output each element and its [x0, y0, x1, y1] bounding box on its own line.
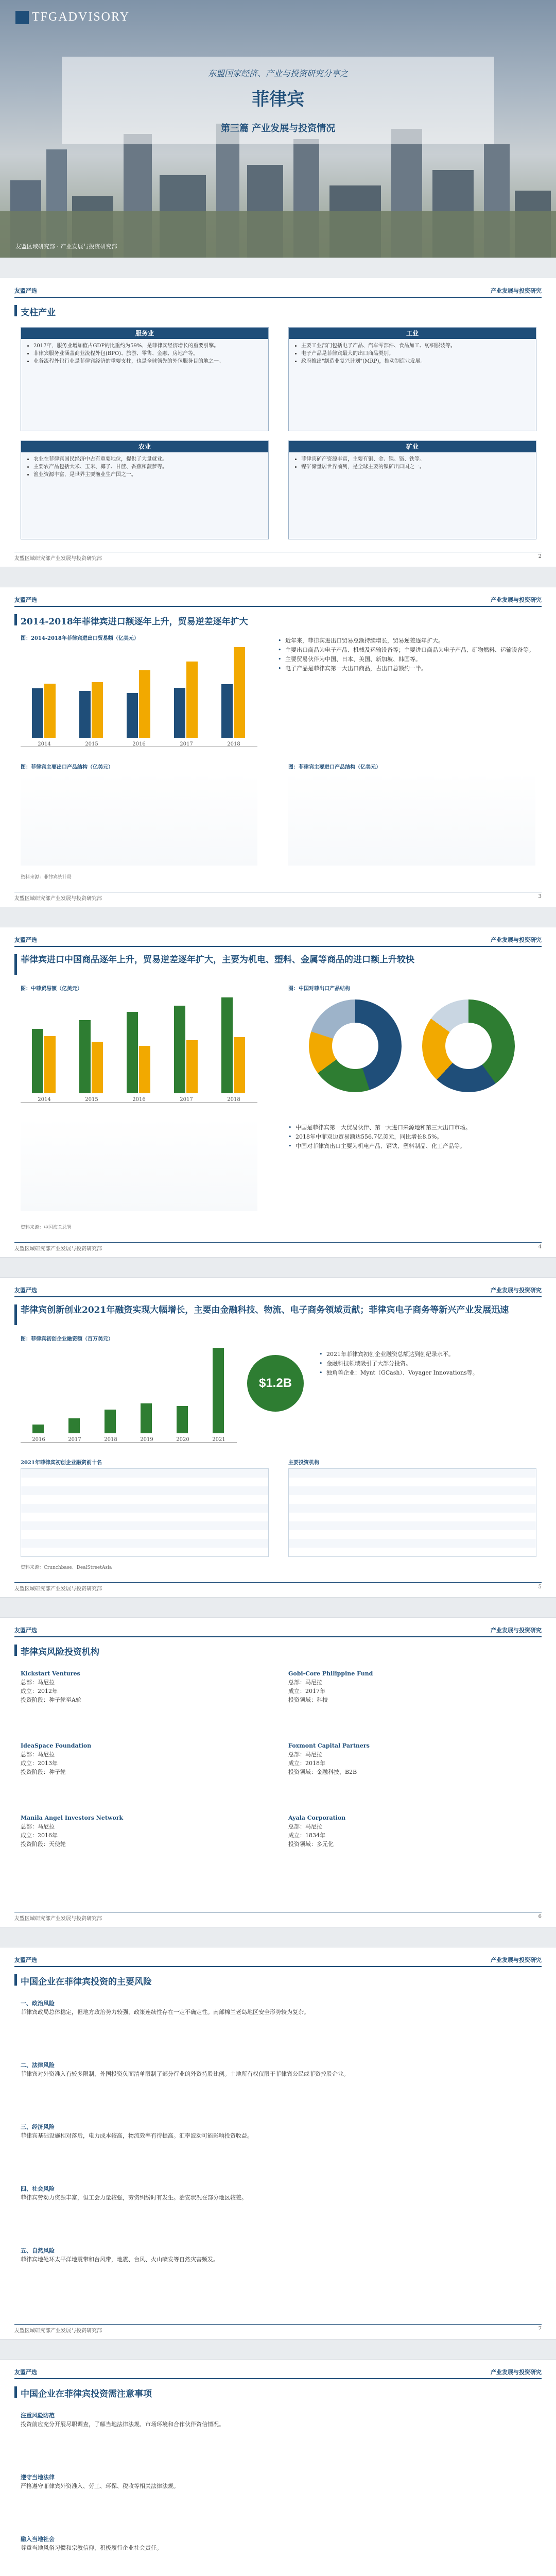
bar-2019-0 — [141, 1403, 152, 1433]
bar-2018-0 — [221, 997, 233, 1093]
bar-2014-0 — [32, 1029, 43, 1093]
bar-2016-0 — [127, 693, 138, 738]
cover-subtitle: 第三篇 产业发展与投资情况 — [220, 123, 336, 134]
page-footer: 友盟区域研究部产业发展与投资研究部 5 — [14, 1582, 542, 1592]
page-header: 友盟严选 产业发展与投资研究 — [14, 935, 542, 947]
tick-label: 2016 — [132, 1097, 146, 1103]
bar-2017-0 — [174, 688, 185, 738]
tick-label: 2017 — [180, 1097, 193, 1103]
bar-2016-1 — [139, 670, 150, 738]
source-note: 资料来源：Crunchbase、DealStreetAsia — [21, 1565, 112, 1570]
note-item: 遵守当地法律 严格遵守菲律宾外资准入、劳工、环保、税收等相关法律法规。 — [21, 2474, 179, 2489]
section-title: 支柱产业 — [21, 308, 56, 318]
chart-caption: 图：中国对菲出口产品结构 — [288, 986, 350, 992]
tick-label: 2018 — [227, 741, 240, 747]
funding-table — [21, 1468, 269, 1557]
bar-2020-0 — [177, 1406, 188, 1433]
chart-caption: 图：菲律宾初创企业融资额（百万美元） — [21, 1336, 113, 1342]
donut-chart — [422, 999, 515, 1092]
tick-label: 2014 — [38, 741, 51, 747]
startup-points: • 2021年菲律宾初创企业融资总额达到创纪录水平。 • 金融科技领域吸引了大部分投资。 • 独角兽企业：Mynt（GCash）、Voyager Innovations等。 — [319, 1350, 535, 1378]
chart-china-trade — [21, 994, 257, 1103]
tick-label: 2016 — [32, 1437, 45, 1443]
bar-2014-1 — [44, 1036, 56, 1093]
page-header: 友盟严选 产业发展与投资研究 — [14, 1955, 542, 1967]
risk-item: 三、经济风险 菲律宾基础设施相对落后，电力成本较高，物流效率有待提高。汇率波动可能影响投资收益。 — [21, 2124, 253, 2139]
bar-2018-0 — [105, 1410, 116, 1433]
tick-label: 2016 — [132, 741, 146, 747]
note-item: 融入当地社会 尊重当地风俗习惯和宗教信仰，积极履行企业社会责任。 — [21, 2536, 162, 2551]
bar-2021-0 — [213, 1348, 224, 1433]
chart-export-structure — [21, 773, 257, 866]
tick-label: 2019 — [140, 1437, 153, 1443]
cover-title: 菲律宾 — [252, 89, 304, 110]
bar-2014-1 — [44, 684, 56, 738]
page-china-trade — [0, 927, 556, 1257]
investor-table — [288, 1468, 536, 1557]
vc-group: Manila Angel Investors Network 总部：马尼拉 成立：2016年 投资阶段：天使轮 — [21, 1815, 124, 1848]
bar-2017-0 — [174, 1006, 185, 1093]
page-header: 友盟严选 产业发展与投资研究 — [14, 1625, 542, 1637]
bar-2014-0 — [32, 688, 43, 738]
bar-2015-1 — [92, 1042, 103, 1093]
section-title: 2014-2018年菲律宾进口额逐年上升，贸易逆差逐年扩大 — [21, 617, 248, 627]
box-industry: 工业 • 主要工业部门包括电子产品、汽车零部件、食品加工、纺织服装等。 • 电子产品是菲律宾最大的出口商品类别。 • 政府推出"制造业复兴计划"(MRP)，推动制造业发展。 — [288, 327, 536, 431]
risk-item: 二、法律风险 菲律宾对外资准入有较多限制，外国投资负面清单限制了部分行业的外资持股比例。土地所有权仅限于菲律宾公民或菲资控股企业。 — [21, 2062, 349, 2077]
box-services: 服务业 • 2017年，服务业增加值占GDP的比重约为59%，是菲律宾经济增长的重要引擎。 • 菲律宾服务业涵盖商业流程外包(BPO)、旅游、零售、金融、房地产等。 • 业务流程外包行业是菲律宾经济的重要支柱，也是全球领先的外包服务目的地之一。 — [21, 327, 269, 431]
vc-group: IdeaSpace Foundation 总部：马尼拉 成立：2013年 投资阶段：种子轮 — [21, 1742, 92, 1775]
chart-startup-funding — [21, 1345, 237, 1443]
page-trade — [0, 587, 556, 907]
cover-footer: 友盟区域研究部 · 产业发展与投资研究部 — [15, 243, 117, 250]
section-title: 菲律宾风险投资机构 — [21, 1647, 99, 1657]
page-notes — [0, 2360, 556, 2576]
tick-label: 2020 — [176, 1437, 189, 1443]
page-startups — [0, 1278, 556, 1597]
highlight-badge: $1.2B — [247, 1355, 304, 1412]
tick-label: 2015 — [85, 741, 98, 747]
bar-2018-0 — [221, 684, 233, 738]
page-footer: 友盟区域研究部产业发展与投资研究部 7 — [14, 2324, 542, 2334]
section-title: 中国企业在菲律宾投资的主要风险 — [21, 1977, 152, 1987]
cover-series: 东盟国家经济、产业与投资研究分享之 — [207, 69, 348, 78]
chart-caption: 图：菲律宾主要进口产品结构（亿美元） — [288, 765, 381, 770]
page-risks — [0, 1947, 556, 2339]
bar-2018-1 — [234, 647, 245, 738]
source-note: 资料来源：中国海关总署 — [21, 1225, 72, 1230]
chart-caption: 图：中菲贸易额（亿美元） — [21, 986, 82, 992]
table-caption: 2021年菲律宾初创企业融资前十名 — [21, 1460, 102, 1466]
bar-2018-1 — [234, 1037, 245, 1093]
bar-2016-0 — [127, 1012, 138, 1093]
page-footer: 友盟区域研究部产业发展与投资研究部 3 — [14, 892, 542, 902]
bar-2017-1 — [186, 662, 198, 738]
bar-2015-0 — [79, 691, 91, 738]
cover-page — [0, 0, 556, 258]
vc-group: Ayala Corporation 总部：马尼拉 成立：1834年 投资领域：多元化 — [288, 1815, 346, 1848]
tick-label: 2021 — [212, 1437, 225, 1443]
chart-trend — [21, 1118, 257, 1211]
risk-item: 一、政治风险 菲律宾政局总体稳定，但地方政治势力较强，政策连续性存在一定不确定性。南部棉兰老岛地区安全形势较为复杂。 — [21, 2000, 309, 2015]
box-mining: 矿业 • 菲律宾矿产资源丰富，主要有铜、金、镍、铬、铁等。 • 镍矿储量居世界前列，是全球主要的镍矿出口国之一。 — [288, 440, 536, 539]
tick-label: 2014 — [38, 1097, 51, 1103]
page-header: 友盟严选 产业发展与投资研究 — [14, 2367, 542, 2379]
bar-2017-1 — [186, 1040, 198, 1093]
chart-caption: 图：菲律宾主要出口产品结构（亿美元） — [21, 765, 113, 770]
donut-chart — [309, 999, 402, 1092]
tick-label: 2018 — [227, 1097, 240, 1103]
bar-2015-1 — [92, 682, 103, 738]
table-caption: 主要投资机构 — [288, 1460, 319, 1466]
tick-label: 2018 — [104, 1437, 117, 1443]
chart-trade — [21, 644, 257, 747]
risk-item: 五、自然风险 菲律宾地处环太平洋地震带和台风带，地震、台风、火山喷发等自然灾害频发。 — [21, 2247, 219, 2263]
tick-label: 2017 — [180, 741, 193, 747]
vc-group: Gobi-Core Philippine Fund 总部：马尼拉 成立：2017年 投资领域：科技 — [288, 1670, 373, 1703]
page-pillar-industries — [0, 278, 556, 567]
section-bar — [14, 305, 17, 316]
page-footer: 友盟区域研究部产业发展与投资研究部 4 — [14, 1242, 542, 1252]
tick-label: 2017 — [68, 1437, 81, 1443]
source-note: 资料来源：菲律宾统计局 — [21, 875, 72, 880]
page-header: 友盟严选 产业发展与投资研究 — [14, 595, 542, 607]
section-title: 中国企业在菲律宾投资需注意事项 — [21, 2389, 152, 2399]
bar-2015-0 — [79, 1020, 91, 1093]
box-agriculture: 农业 • 农业在菲律宾国民经济中占有重要地位，提供了大量就业。 • 主要农产品包括大米、玉米、椰子、甘蔗、香蕉和菠萝等。 • 渔业资源丰富，是世界主要渔业生产国之一。 — [21, 440, 269, 539]
trade-bullets: • 近年来，菲律宾进出口贸易总额持续增长，贸易逆差逐年扩大。 • 主要出口商品为电子产品、机械及运输设备等；主要进口商品为电子产品、矿物燃料、运输设备等。 • 主要贸易伙伴为中国、日本、美国、新加坡、韩国等。 • 电子产品是菲律宾第一大出口商品，占出口总额约一半。 — [278, 636, 535, 673]
note-item: 注重风险防范 投资前应充分开展尽职调查，了解当地法律法规、市场环境和合作伙伴资信情况。 — [21, 2412, 224, 2428]
tick-label: 2015 — [85, 1097, 98, 1103]
vc-group: Foxmont Capital Partners 总部：马尼拉 成立：2018年 投资领域：金融科技、B2B — [288, 1742, 370, 1775]
bar-2017-0 — [68, 1418, 80, 1433]
china-bullets: • 中国是菲律宾第一大贸易伙伴、第一大进口来源地和第三大出口市场。 • 2018年中菲双边贸易额达556.7亿美元，同比增长8.5%。 • 中国对菲律宾出口主要为机电产品、钢铁、塑料制品、化工产品等。 — [288, 1123, 535, 1151]
section-title: 菲律宾创新创业2021年融资实现大幅增长，主要由金融科技、物流、电子商务领域贡献；菲律宾电子商务等新兴产业发展迅速 — [21, 1305, 509, 1315]
page-footer: 友盟区域研究部产业发展与投资研究部 2 — [14, 552, 542, 562]
logo: TFGADVISORY — [15, 10, 130, 24]
section-title: 菲律宾进口中国商品逐年上升，贸易逆差逐年扩大，主要为机电、塑料、金属等商品的进口额上升较快 — [21, 955, 414, 965]
chart-caption: 图：2014-2018年菲律宾进出口贸易额（亿美元） — [21, 636, 139, 641]
bar-2016-0 — [32, 1425, 44, 1433]
page-footer: 友盟区域研究部产业发展与投资研究部 6 — [14, 1912, 542, 1922]
chart-import-structure — [288, 773, 535, 866]
page-header: 友盟严选 产业发展与投资研究 — [14, 285, 542, 298]
page-header: 友盟严选 产业发展与投资研究 — [14, 1285, 542, 1297]
vc-group: Kickstart Ventures 总部：马尼拉 成立：2012年 投资阶段：种子轮至A轮 — [21, 1670, 81, 1703]
bar-2016-1 — [139, 1046, 150, 1093]
page-vc-firms — [0, 1618, 556, 1927]
risk-item: 四、社会风险 菲律宾劳动力资源丰富，但工会力量较强，劳资纠纷时有发生。治安状况在部分地区较差。 — [21, 2185, 247, 2201]
